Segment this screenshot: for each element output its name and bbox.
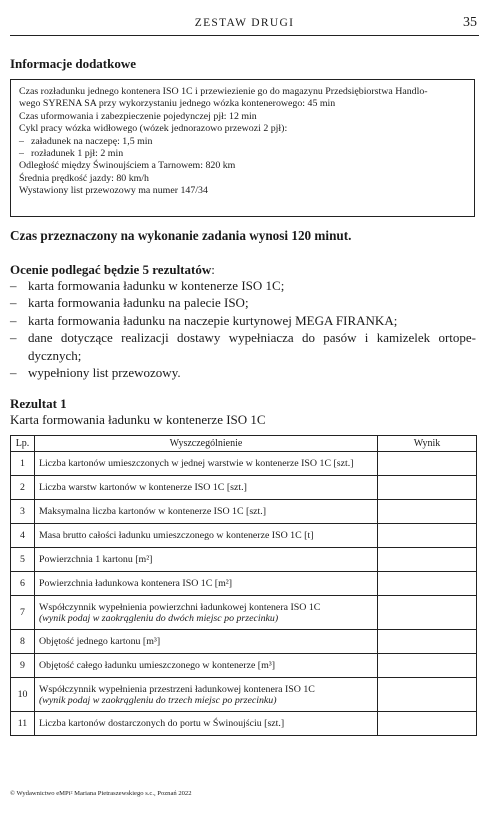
row-description-text: Powierzchnia 1 kartonu [m²]	[39, 554, 153, 565]
row-description	[35, 678, 378, 712]
evaluation-heading-colon: :	[211, 262, 215, 277]
table-row	[11, 476, 477, 500]
info-line	[19, 136, 466, 148]
table-row	[11, 630, 477, 654]
evaluation-item-text: dane dotyczące realizacji dostawy wypełniacza do pasów i kamizelek ortope-dycznych;	[28, 330, 476, 363]
evaluation-item-text: karta formowania ładunku na palecie ISO;	[28, 295, 249, 311]
info-line: wego SYRENA SA przy wykorzystaniu jednego wózka kontenerowego: 45 min	[19, 98, 336, 110]
row-number: 8	[11, 630, 35, 654]
row-description	[35, 524, 378, 548]
info-line: Cykl pracy wózka widłowego (wózek jednorazowo przewozi 2 pjł):	[19, 123, 288, 135]
dash-marker: –	[19, 148, 24, 160]
row-description-text: Objętość całego ładunku umieszczonego w kontenerze [m³]	[39, 660, 276, 671]
row-description	[35, 630, 378, 654]
row-description	[35, 654, 378, 678]
dash-marker: –	[10, 312, 17, 328]
result-cell[interactable]	[378, 500, 477, 524]
result-cell[interactable]	[378, 548, 477, 572]
table-row	[11, 712, 477, 736]
running-header	[10, 15, 479, 36]
evaluation-item	[10, 312, 476, 329]
row-description-text: Liczba warstw kartonów w kontenerze ISO 1C [szt.]	[39, 482, 247, 493]
table-row	[11, 500, 477, 524]
column-header-item: Wyszczególnienie	[35, 436, 378, 452]
result-cell[interactable]	[378, 452, 477, 476]
row-number: 2	[11, 476, 35, 500]
dash-marker: –	[10, 330, 17, 346]
row-number: 9	[11, 654, 35, 678]
evaluation-item	[10, 277, 476, 294]
row-description	[35, 712, 378, 736]
running-title: ZESTAW DRUGI	[194, 17, 295, 29]
row-description-text: Masa brutto całości ładunku umieszczonego w kontenerze ISO 1C [t]	[39, 530, 314, 541]
result-cell[interactable]	[378, 524, 477, 548]
result-cell[interactable]	[378, 712, 477, 736]
info-line: Wystawiony list przewozowy ma numer 147/34	[19, 185, 208, 197]
table-header-row	[11, 436, 477, 452]
dash-marker: –	[10, 278, 17, 293]
result-cell[interactable]	[378, 572, 477, 596]
dash-marker: –	[10, 295, 17, 311]
row-number: 6	[11, 572, 35, 596]
row-description	[35, 500, 378, 524]
table-row	[11, 678, 477, 712]
column-header-result: Wynik	[378, 436, 477, 452]
info-heading: Informacje dodatkowe	[10, 56, 137, 71]
row-hint-text: (wynik podaj w zaokrągleniu do dwóch miejsc po przecinku)	[39, 612, 279, 624]
dash-marker: –	[10, 365, 17, 381]
result-cell[interactable]	[378, 630, 477, 654]
evaluation-item	[10, 364, 476, 381]
table-row	[11, 452, 477, 476]
row-number: 3	[11, 500, 35, 524]
table-row	[11, 548, 477, 572]
evaluation-item-text: karta formowania ładunku na naczepie kurtynowej MEGA FIRANKA;	[28, 312, 398, 328]
info-line: Czas uformowania i zabezpieczenie pojedynczej pjł: 12 min	[19, 110, 257, 122]
row-number: 7	[11, 596, 35, 630]
info-line: Czas rozładunku jednego kontenera ISO 1C i przewiezienie go do magazynu Przedsiębiorstwa Handlo-	[19, 86, 428, 97]
row-description-text: Objętość jednego kartonu [m³]	[39, 636, 161, 647]
info-line: Średnia prędkość jazdy: 80 km/h	[19, 172, 149, 184]
row-description-text: Liczba kartonów umieszczonych w jednej warstwie w kontenerze ISO 1C [szt.]	[39, 458, 354, 469]
row-description-text: Powierzchnia ładunkowa kontenera ISO 1C [m²]	[39, 578, 233, 589]
row-description-text: Współczynnik wypełnienia przestrzeni ładunkowej kontenera ISO 1C	[39, 683, 315, 695]
evaluation-item-text: karta formowania ładunku w kontenerze ISO 1C;	[28, 278, 285, 293]
row-description	[35, 452, 378, 476]
table-row	[11, 654, 477, 678]
info-line-text: załadunek na naczepę: 1,5 min	[31, 135, 153, 147]
row-number: 1	[11, 452, 35, 476]
page-number: 35	[463, 15, 477, 30]
result-title: Rezultat 1	[10, 396, 67, 411]
table-body	[11, 452, 477, 736]
result-subtitle: Karta formowania ładunku w kontenerze ISO 1C	[10, 412, 266, 427]
result-cell[interactable]	[378, 476, 477, 500]
evaluation-item-text: wypełniony list przewozowy.	[28, 365, 181, 381]
row-number: 4	[11, 524, 35, 548]
row-hint-text: (wynik podaj w zaokrągleniu do trzech miejsc po przecinku)	[39, 694, 277, 706]
info-line: Odległość między Świnoujściem a Tarnowem: 820 km	[19, 160, 236, 172]
row-description	[35, 548, 378, 572]
evaluation-list	[10, 277, 476, 381]
row-description	[35, 572, 378, 596]
table-row	[11, 524, 477, 548]
dash-marker: –	[19, 135, 24, 147]
info-line-text: rozładunek 1 pjł: 2 min	[31, 148, 124, 160]
result-cell[interactable]	[378, 654, 477, 678]
row-number: 5	[11, 548, 35, 572]
result-cell[interactable]	[378, 596, 477, 630]
row-number: 10	[11, 678, 35, 712]
evaluation-item	[10, 329, 476, 364]
info-box	[10, 79, 475, 217]
row-description-text: Współczynnik wypełnienia powierzchni ładunkowej kontenera ISO 1C	[39, 601, 321, 613]
row-description	[35, 476, 378, 500]
loading-table	[10, 435, 477, 736]
info-line	[19, 148, 466, 160]
time-note: Czas przeznaczony na wykonanie zadania wynosi 120 minut.	[10, 228, 352, 243]
evaluation-heading	[10, 262, 215, 278]
row-description-text: Liczba kartonów dostarczonych do portu w Świnoujściu [szt.]	[39, 718, 285, 729]
row-number: 11	[11, 712, 35, 736]
table-row	[11, 572, 477, 596]
table-row	[11, 596, 477, 630]
evaluation-item	[10, 294, 476, 311]
evaluation-heading-bold: Ocenie podlegać będzie 5 rezultatów	[10, 262, 212, 277]
row-description	[35, 596, 378, 630]
column-header-lp: Lp.	[11, 436, 35, 452]
result-cell[interactable]	[378, 678, 477, 712]
row-description-text: Maksymalna liczba kartonów w kontenerze ISO 1C [szt.]	[39, 506, 267, 517]
copyright-footer: © Wydawnictwo eMPi² Mariana Pietraszewskiego s.c., Poznań 2022	[10, 790, 192, 797]
